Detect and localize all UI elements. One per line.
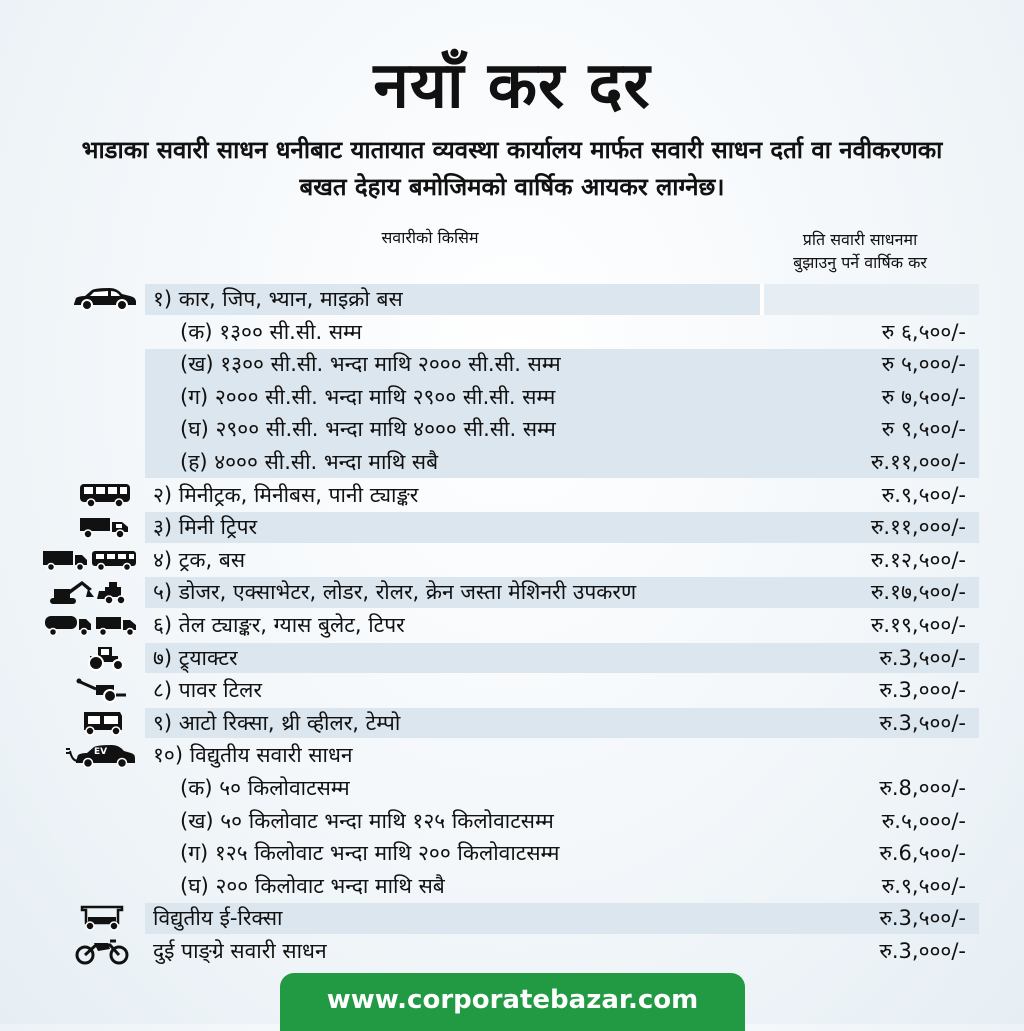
truck-bus-icon-group — [42, 547, 137, 573]
row-label: दुई पाङ्ग्रे सवारी साधन — [153, 938, 327, 963]
table-row — [0, 576, 1024, 609]
row-amount: रु.8,०००/- — [879, 775, 966, 800]
row-amount: रु ९,५००/- — [881, 417, 966, 442]
row-label: ४) ट्रक, बस — [153, 547, 246, 572]
row-label: ७) ट्र्याक्टर — [153, 645, 238, 670]
table-row — [0, 739, 1024, 772]
table-row — [0, 805, 1024, 838]
row-amount: रु.९,५००/- — [881, 482, 966, 507]
website-footer — [280, 973, 745, 1031]
column-header-annual-tax-line2: बुझाउनु पर्ने वार्षिक कर — [793, 253, 927, 272]
tax-rate-table — [0, 283, 1024, 967]
truck-icon — [42, 549, 88, 571]
table-row — [0, 935, 1024, 968]
mini-tipper-icon — [78, 514, 130, 540]
row-label: (ख) १३०० सी.सी. भन्दा माथि २००० सी.सी. सम्म — [180, 352, 561, 377]
table-row — [0, 707, 1024, 740]
row-amount: रु.3,५००/- — [879, 906, 966, 931]
row-label: ३) मिनी ट्रिपर — [153, 515, 258, 540]
row-label: २) मिनीट्रक, मिनीबस, पानी ट्याङ्कर — [153, 482, 419, 507]
row-amount: रु ५,०००/- — [881, 352, 966, 377]
row-amount: रु.११,०००/- — [870, 449, 966, 474]
table-row — [0, 381, 1024, 414]
row-amount: रु.3,०००/- — [879, 938, 966, 963]
row-label: १०) विद्युतीय सवारी साधन — [153, 743, 353, 768]
row-amount: रु.6,५००/- — [879, 841, 966, 866]
row-amount: रु ७,५००/- — [881, 384, 966, 409]
machinery-icon-group — [48, 579, 129, 605]
ev-badge-label: EV — [94, 747, 108, 758]
e-rickshaw-icon — [78, 905, 126, 931]
table-row — [0, 544, 1024, 577]
bus-icon — [91, 549, 137, 571]
tanker-icon-group — [44, 612, 137, 638]
table-row — [0, 446, 1024, 479]
row-label: ५) डोजर, एक्साभेटर, लोडर, रोलर, क्रेन जस्ता मेशिनरी उपकरण — [153, 580, 637, 605]
page-title: नयाँ कर दर — [373, 49, 651, 123]
row-label: (ग) २००० सी.सी. भन्दा माथि २९०० सी.सी. सम्म — [180, 384, 556, 409]
row-amount: रु.१२,५००/- — [870, 547, 966, 572]
car-icon — [70, 286, 138, 312]
row-label: ९) आटो रिक्सा, थ्री व्हीलर, टेम्पो — [153, 710, 401, 735]
row-label: ८) पावर टिलर — [153, 678, 262, 703]
tractor-icon — [84, 645, 128, 671]
row-label: (ग) १२५ किलोवाट भन्दा माथि २०० किलोवाटसम्म — [180, 841, 560, 866]
row-amount: रु.3,५००/- — [879, 710, 966, 735]
table-row — [0, 902, 1024, 935]
excavator-icon — [48, 579, 94, 605]
column-header-annual-tax — [720, 228, 1000, 274]
loader-icon — [97, 579, 129, 605]
table-row — [0, 674, 1024, 707]
row-label: (ख) ५० किलोवाट भन्दा माथि १२५ किलोवाटसम्म — [180, 808, 554, 833]
table-row — [0, 479, 1024, 512]
tipper-icon — [95, 613, 137, 637]
table-row — [0, 283, 1024, 316]
row-label: (क) ५० किलोवाटसम्म — [180, 775, 350, 800]
motorcycle-icon — [74, 938, 130, 964]
row-label: (क) १३०० सी.सी. सम्म — [180, 319, 362, 344]
table-row — [0, 609, 1024, 642]
row-amount: रु.९,५००/- — [881, 873, 966, 898]
auto-rickshaw-icon — [80, 710, 126, 736]
row-label: (घ) २०० किलोवाट भन्दा माथि सबै — [180, 873, 445, 898]
row-amount: रु.१९,५००/- — [870, 612, 966, 637]
row-label: (घ) २९०० सी.सी. भन्दा माथि ४००० सी.सी. सम्म — [180, 417, 556, 442]
table-row — [0, 772, 1024, 805]
row-amount: रु.११,०००/- — [870, 515, 966, 540]
row-amount: रु.3,०००/- — [879, 678, 966, 703]
table-row — [0, 511, 1024, 544]
row-amount: रु.१७,५००/- — [870, 580, 966, 605]
power-tiller-icon — [76, 677, 128, 703]
table-row — [0, 348, 1024, 381]
table-row — [0, 413, 1024, 446]
table-row — [0, 316, 1024, 349]
table-row — [0, 837, 1024, 870]
row-amount: रु.3,५००/- — [879, 645, 966, 670]
table-row — [0, 870, 1024, 903]
minibus-icon — [78, 482, 132, 508]
table-row — [0, 642, 1024, 675]
oil-tanker-icon — [44, 613, 92, 637]
page-subtitle: भाडाका सवारी साधन धनीबाट यातायात व्यवस्था कार्यालय मार्फत सवारी साधन दर्ता वा नवीकरणका बखत देहाय बमोजिमको वार्षिक आयकर लाग्नेछ। — [81, 136, 943, 201]
column-header-annual-tax-line1: प्रति सवारी साधनमा — [802, 230, 918, 249]
row-label: विद्युतीय ई-रिक्सा — [153, 906, 283, 931]
row-label: (ह) ४००० सी.सी. भन्दा माथि सबै — [180, 449, 439, 474]
website-link[interactable]: www.corporatebazar.com — [326, 985, 699, 1015]
row-label: १) कार, जिप, भ्यान, माइक्रो बस — [153, 287, 403, 311]
column-header-vehicle-type: सवारीको किसिम — [381, 228, 479, 247]
row-amount: रु ६,५००/- — [881, 319, 966, 344]
row-amount: रु.५,०००/- — [881, 808, 966, 833]
row-label: ६) तेल ट्याङ्कर, ग्यास बुलेट, टिपर — [153, 612, 405, 637]
